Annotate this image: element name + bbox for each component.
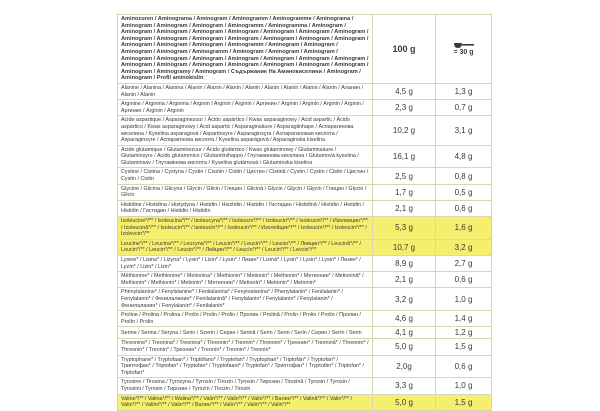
table-row (118, 116, 492, 145)
amount-per-serving: 1,0 g (436, 378, 492, 394)
amount-per-100g: 4,1 g (373, 327, 436, 339)
amino-acid-table-body (118, 15, 492, 411)
amino-acid-name: Arginine / Arginina / Arginina / Arginin / Arginin / Arginin / Аргинин / Arginin / Arginin / Arginin / Arginin / Аргинин / Arginin / Arginin (118, 100, 373, 116)
amount-per-serving: 1,2 g (436, 327, 492, 339)
amount-per-100g: 2,5 g (373, 168, 436, 184)
amount-per-serving: 1,0 g (436, 288, 492, 311)
amount-per-serving: 0,8 g (436, 168, 492, 184)
table-row (118, 311, 492, 327)
header-per-100g: 100 g (373, 15, 436, 84)
table-row (118, 239, 492, 255)
amount-per-serving: 0,6 g (436, 200, 492, 216)
amino-acid-name: Isoleucine*/** / Isoleucina*/** / Izoleucyna*/** / Isoleucin*/** / Izoleucin*/** / Isoleucin*/** / Изолевцин*/** / Izoleucină*/** / Isoleucin*/** / Isoleucin*/** / Isoleucin*/** / Изолейцин*/** / Izoleucín*/** / Izoleucin*/** / Izolevcin*/** (118, 217, 373, 240)
amount-per-serving: 0,6 g (436, 355, 492, 378)
amount-per-100g: 2,3 g (373, 100, 436, 116)
table-row (118, 217, 492, 240)
amino-acid-name: Phénylalanine* / Fenylalanine* / Fenilalanina* / Fenyloalanina* / Phenylalanin* / Fenilalanin* / Fenylalanin* / Фенилаланин* / Fenilalanină* / Fenylalanin* / Fenylalanin* / Fenylalanin* / Фенилаланин* / Fenylalanín* / Fenilalanin* (118, 288, 373, 311)
amino-acid-name: Acide aspartique / Asparaginezuur / Ácido aspártico / Kwas asparaginowy / Acid aspartic / Ácido aspártico / Kwas asparaginowy / Acid aspartic / Asparaginsäure / Asparagiinhape / Аспарагинова киселина / Kyselina asparagová / Aspartinsyre / Asparaginsyra / Аспарагиновая кислота / Asparaginsyre / Аспарагінова кислота / Kyselina asparágová / Asparaginska kiselina (118, 116, 373, 145)
amount-per-100g: 4,5 g (373, 83, 436, 99)
amount-per-100g: 2,0g (373, 355, 436, 378)
amount-per-serving: 1,5 g (436, 394, 492, 410)
table-row (118, 288, 492, 311)
amino-acid-name: Threonine* / Treonina* / Treonina* / Threonin* / Treonin* / Threonin* / Треонин* / Treonină* / Threonin* / Threonin* / Treonin* / Треонин* / Treonín* / Treonin* / Treonin* (118, 339, 373, 355)
amount-per-100g: 10,7 g (373, 239, 436, 255)
amino-acid-table-container (117, 14, 484, 411)
table-row (118, 83, 492, 99)
amino-acid-name: Tryptophane* / Tryptofaan* / Triptófano* / Tryptofan* / Tryptophan* / Triptofán* / Tryptofan* / Триптофан* / Triptofan* / Tryptofan* / Tryptofaani* / Tryptofan* / Триптофан* / Tryptofán* / Triptofan* / Triptofan* (118, 355, 373, 378)
amino-acid-name: Serine / Serina / Seryna / Serin / Szerin / Серин / Serină / Serin / Serin / Serin / Серин / Serín / Serin (118, 327, 373, 339)
table-row (118, 200, 492, 216)
amount-per-serving: 3,1 g (436, 116, 492, 145)
amount-per-serving: 1,5 g (436, 339, 492, 355)
amino-acid-name: Histidine / Histidina / Histydyna / Histidin / Hisztidin / Histidin / Гистидин / Histidină / Histidin / Histidin / Histidin / Гистидин / Histidin / Histidin (118, 200, 373, 216)
table-row (118, 256, 492, 272)
amount-per-serving: 1,4 g (436, 311, 492, 327)
amount-per-100g: 5,0 g (373, 394, 436, 410)
table-row (118, 378, 492, 394)
amount-per-100g: 16,1 g (373, 145, 436, 168)
table-header-row (118, 15, 492, 84)
amount-per-100g: 3,3 g (373, 378, 436, 394)
amino-acid-name: Tyrosine / Tirosina / Tyrozyna / Tyrosin / Tirozin / Tyrosin / Тирозин / Tirozină / Tyrosin / Tyrosin / Tyrosiini / Tyrosin / Тирозин / Tyrozín / Tirozin / Tirozin (118, 378, 373, 394)
amount-per-serving: 0,7 g (436, 100, 492, 116)
amino-acid-name: Proline / Prolina / Prolina / Prolin / Prolin / Prolin / Пролин / Prolină / Prolin / Prolin / Prolin / Пролин / Prolín / Prolin (118, 311, 373, 327)
header-amino-label: Aminozuren / Aminograma / Aminogram / Aminogramm / Aminogramme / Aminograma / Aminogram / Aminogram / Aminogram / Aminogramm / Aminogramma / Aminogram / Aminogram / Aminogram / Aminogram / Aminogram / Aminogram / Aminogram / Aminogram / Aminogram / Aminogram / Aminogram / Aminogram / Aminogram / Aminogram / Aminogram / Aminogram / Aminogram / Aminogram / Aminogramm / Aminogram / Aminogram / Aminogram / Aminogram / Aminogramm / Aminogram / Aminogram / Aminogram / Aminogram / Aminogram / Aminogram / Aminogram / Aminogram / Aminogram / Aminogram / Aminogram / Aminogram / Aminogram / Aminogram / Aminogram / Aminogram / Aminogram / Aminogram / Aminogramy / Aminogram / Съдържание На Аминокиселини / Aminogram / Aminogram / Profil aminokislin (118, 15, 373, 84)
table-row (118, 100, 492, 116)
table-row (118, 168, 492, 184)
amount-per-100g: 4,6 g (373, 311, 436, 327)
amount-per-serving: 1,6 g (436, 217, 492, 240)
amino-acid-name: Leucine*/** / Leucina*/** / Leucyna*/** / Leucin*/** / Leucin*/** / Leucin*/** / Левцин*/** / Leucină*/** / Leucin*/** / Leucin*/** / Leucin*/** / Лейцин*/** / Leucín*/** / Leucin*/** / Levcin*/** (118, 239, 373, 255)
table-row (118, 184, 492, 200)
amount-per-100g: 5,0 g (373, 339, 436, 355)
header-per-serving (436, 15, 492, 84)
amino-acid-name: Acide glutamique / Glutaminezuur / Ácido glutámico / Kwas glutaminowy / Glutaminsäure / Glutaminsyre / Acido glutammico / Glutamiinihappo / Глутаминова киселина / Glutamová kyselina / Glutaminsav / Глутамінова кислота / Kyselina glutámová / Glutaminska kiselina (118, 145, 373, 168)
amount-per-serving: 1,3 g (436, 83, 492, 99)
amount-per-serving: 0,5 g (436, 184, 492, 200)
amount-per-100g: 5,3 g (373, 217, 436, 240)
amino-acid-name: Méthionine* / Methionine* / Metionina* / Methionin* / Metionin* / Methionin* / Метионин* / Metionină* / Methionin* / Methionin* / Metionin* / Метионин* / Metionín* / Metionin* / Metionin* (118, 272, 373, 288)
amino-acid-table (117, 14, 492, 411)
amino-acid-name: Alanine / Alanina / Alanina / Alanin / Alanin / Alanin / Alanin / Alanin / Alanin / Alanin / Alanin / Аланин / Alanin / Alanin (118, 83, 373, 99)
table-row (118, 339, 492, 355)
table-row (118, 272, 492, 288)
amino-acid-name: Glycine / Glicina / Glicyna / Glycin / Glicin / Глицин / Glicină / Glycin / Glycin / Glycin / Глицин / Glycin / Glicin (118, 184, 373, 200)
amount-per-100g: 2,1 g (373, 272, 436, 288)
amino-acid-name: Valine*/** / Valina*/** / Walina*/** / Valin*/** / Valin*/** / Valin*/** / Валин*/** / Valină*/** / Valin*/** / Valin*/** / Valiini*/** / Valin*/** / Валин*/** / Valín*/** / Valin*/** / Valin*/** (118, 394, 373, 410)
amount-per-100g: 1,7 g (373, 184, 436, 200)
amino-acid-name: Lysine* / Lisina* / Lizyna* / Lysin* / Lizin* / Lysin* / Лизин* / Lizină* / Lysin* / Lysin* / Lysin* / Лизин* / Lyzín* / Lizin* / Lizin* (118, 256, 373, 272)
amount-per-serving: 3,2 g (436, 239, 492, 255)
amount-per-100g: 10,2 g (373, 116, 436, 145)
amount-per-serving: 4,8 g (436, 145, 492, 168)
scoop-icon (453, 41, 475, 49)
amount-per-100g: 8,9 g (373, 256, 436, 272)
amino-acid-name: Cystine / Cistina / Cystyna / Cystin / Cisztin / Cistin / Цистин / Cistină / Cystin / Cystin / Cistin / Цистин / Cystin / Cistin (118, 168, 373, 184)
table-row (118, 327, 492, 339)
table-row (118, 355, 492, 378)
amount-per-100g: 2,1 g (373, 200, 436, 216)
amount-per-serving: 0,6 g (436, 272, 492, 288)
amount-per-serving: 2,7 g (436, 256, 492, 272)
table-row (118, 145, 492, 168)
serving-size-label: = 30 g (453, 48, 474, 56)
amount-per-100g: 3,2 g (373, 288, 436, 311)
